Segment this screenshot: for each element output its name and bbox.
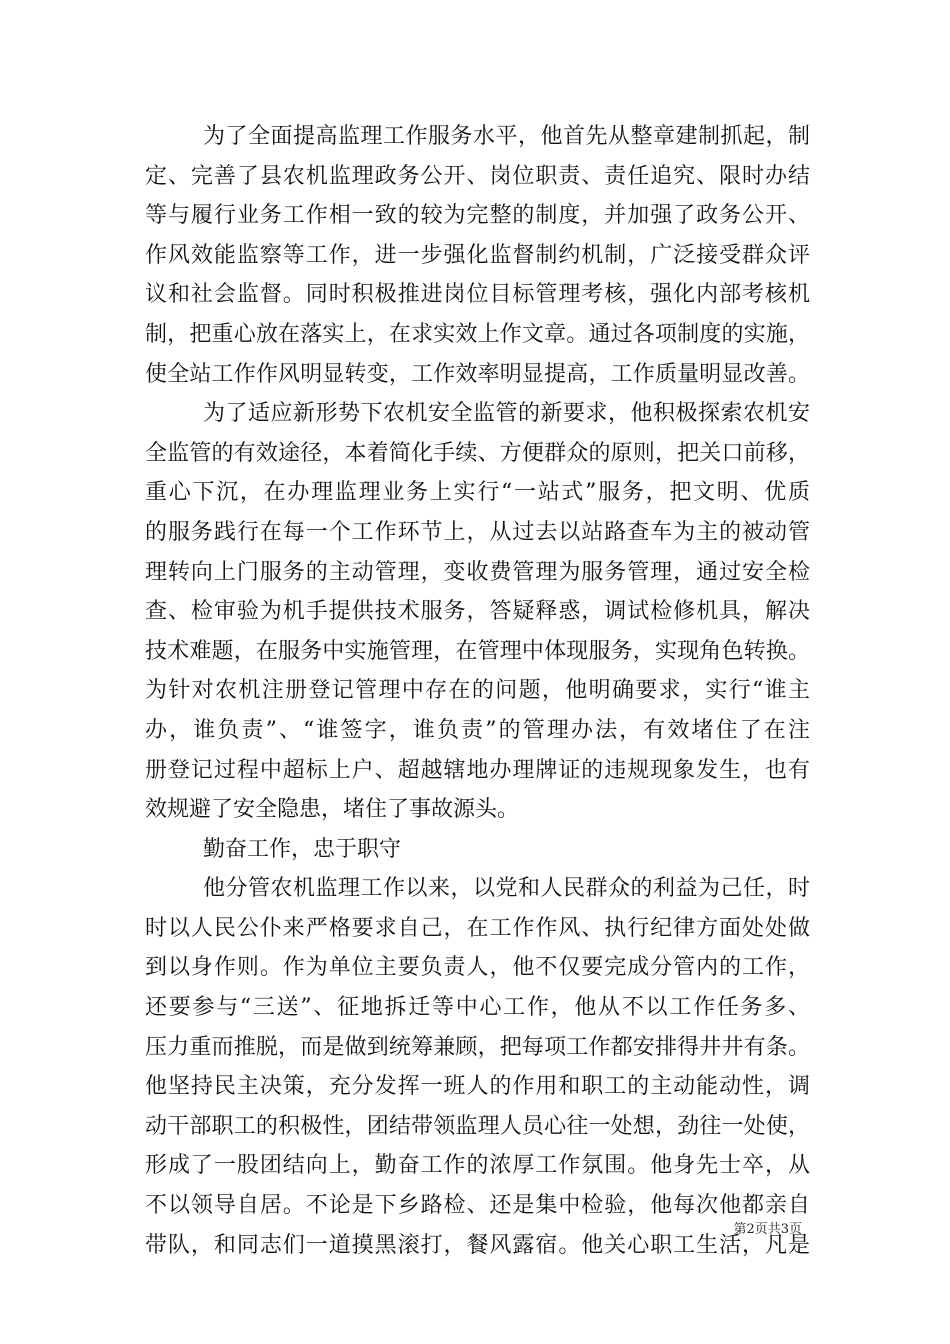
text-line: 理转向上门服务的主动管理，变收费管理为服务管理，通过安全检	[145, 559, 810, 585]
document-body	[145, 117, 810, 1265]
text-line: 压力重而推脱，而是做到统筹兼顾，把每项工作都安排得井井有条。	[145, 1034, 810, 1060]
text-line: 他坚持民主决策，充分发挥一班人的作用和职工的主动能动性，调	[145, 1074, 810, 1100]
text-line: 到以身作则。作为单位主要负责人，他不仅要完成分管内的工作，	[145, 955, 810, 981]
text-line: 的服务践行在每一个工作环节上，从过去以站路查车为主的被动管	[145, 519, 810, 545]
text-line: 为了适应新形势下农机安全监管的新要求，他积极探索农机安	[203, 401, 810, 427]
text-line: 作风效能监察等工作，进一步强化监督制约机制，广泛接受群众评	[145, 242, 810, 268]
text-line: 为针对农机注册登记管理中存在的问题，他明确要求，实行“谁主	[145, 678, 810, 704]
text-line: 议和社会监督。同时积极推进岗位目标管理考核，强化内部考核机	[145, 282, 810, 308]
text-line: 为了全面提高监理工作服务水平，他首先从整章建制抓起，制	[203, 124, 810, 149]
text-line: 制，把重心放在落实上，在求实效上作文章。通过各项制度的实施，	[145, 321, 810, 347]
text-line: 动干部职工的积极性，团结带领监理人员心往一处想，劲往一处使，	[145, 1113, 810, 1139]
text-line: 带队，和同志们一道摸黑滚打，餐风露宿。他关心职工生活，凡是	[145, 1232, 810, 1258]
text-line: 不以领导自居。不论是下乡路检、还是集中检验，他每次他都亲自	[145, 1193, 810, 1219]
text-line: 勤奋工作，忠于职守	[203, 836, 402, 862]
text-line: 办，谁负责”、“谁签字，谁负责”的管理办法，有效堵住了在注	[145, 717, 810, 743]
text-line: 还要参与“三送”、征地拆迁等中心工作，他从不以工作任务多、	[145, 995, 810, 1021]
text-line: 效规避了安全隐患，堵住了事故源头。	[145, 797, 520, 823]
text-line: 册登记过程中超标上户、超越辖地办理牌证的违规现象发生，也有	[145, 757, 810, 783]
text-line: 时以人民公仆来严格要求自己，在工作作风、执行纪律方面处处做	[145, 915, 810, 941]
text-line: 查、检审验为机手提供技术服务，答疑释惑，调试检修机具，解决	[145, 599, 810, 625]
text-line: 重心下沉，在办理监理业务上实行“一站式”服务，把文明、优质	[145, 480, 810, 506]
text-line: 他分管农机监理工作以来，以党和人民群众的利益为己任，时	[203, 876, 810, 902]
text-line: 全监管的有效途径，本着简化手续、方便群众的原则，把关口前移，	[145, 440, 810, 466]
page-number: 第2页共3页	[733, 1222, 802, 1237]
text-line: 定、完善了县农机监理政务公开、岗位职责、责任追究、限时办结	[145, 163, 810, 189]
text-line: 技术难题，在服务中实施管理，在管理中体现服务，实现角色转换。	[145, 638, 810, 664]
text-line: 使全站工作作风明显转变，工作效率明显提高，工作质量明显改善。	[145, 361, 810, 387]
text-line: 等与履行业务工作相一致的较为完整的制度，并加强了政务公开、	[145, 203, 810, 229]
text-line: 形成了一股团结向上，勤奋工作的浓厚工作氛围。他身先士卒，从	[145, 1153, 810, 1179]
